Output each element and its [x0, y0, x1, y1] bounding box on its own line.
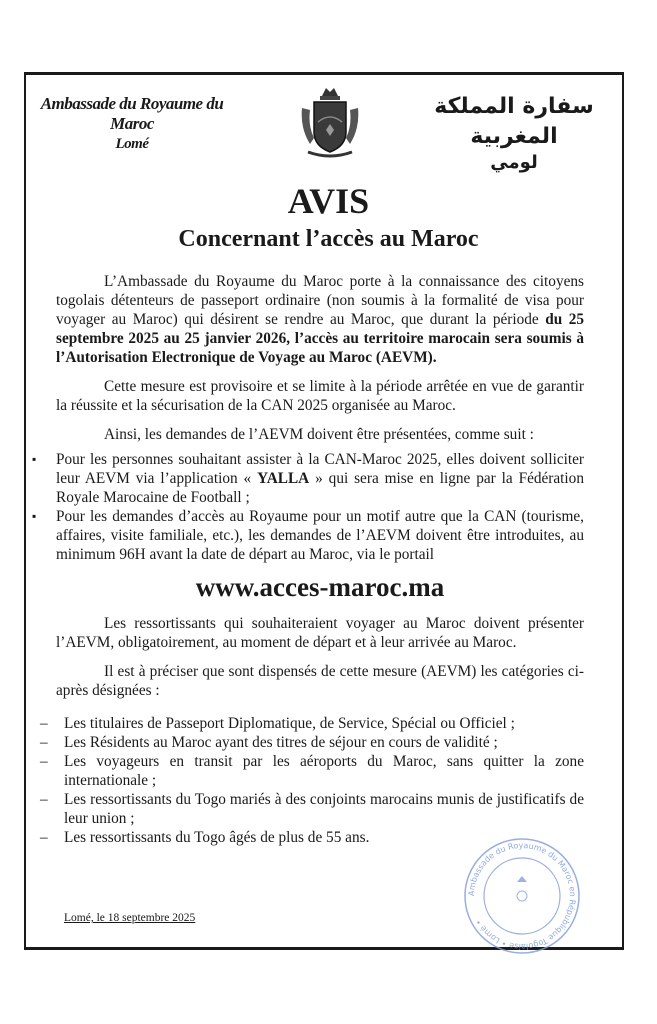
list-item: – Les voyageurs en transit par les aéroports du Maroc, sans quitter la zone internationale ;	[64, 752, 584, 790]
embassy-name-french	[32, 94, 232, 154]
application-methods-list	[24, 450, 584, 564]
list-item	[56, 450, 584, 507]
embassy-city-ar: لومي	[490, 152, 538, 173]
list-item: ▪ Pour les demandes d’accès au Royaume pour un motif autre que la CAN (tourisme, affaires, visite familiale, etc.), les demandes de l’AEVM doivent être introduites, au minimum 96H avant la date de départ au Maroc, via le portail	[56, 507, 584, 564]
coat-of-arms-icon	[296, 82, 364, 162]
exemptions-list	[32, 714, 584, 847]
list-item: – Les ressortissants du Togo âgés de plus de 55 ans.	[64, 828, 584, 847]
list-item: – Les Résidents au Maroc ayant des titres de séjour en cours de validité ;	[64, 733, 584, 752]
embassy-city: Lomé	[115, 136, 149, 152]
embassy-name: Ambassade du Royaume du Maroc	[40, 94, 224, 133]
intro-paragraph	[56, 272, 584, 367]
ainsi-paragraph: Ainsi, les demandes de l’AEVM doivent être présentées, comme suit :	[104, 426, 534, 443]
stamp-text: Ambassade du Royaume du Maroc en République Togolaise • Lomé •	[466, 840, 578, 952]
bullet-text: » qui sera mise en ligne par la Fédération Royale Marocaine de Football ;	[56, 470, 584, 506]
embassy-name-ar: سفارة المملكة المغربية	[434, 94, 594, 149]
travelers-paragraph: Les ressortissants qui souhaiteraient voyager au Maroc doivent présenter l’AEVM, obligatoirement, au moment de départ et à leur arrivée au Maroc.	[56, 615, 584, 651]
measure-paragraph: Cette mesure est provisoire et se limite à la période arrêtée en vue de garantir la réussite et la sécurisation de la CAN 2025 organisée au Maroc.	[56, 378, 584, 414]
intro-text: L’Ambassade du Royaume du Maroc porte à la connaissance des citoyens togolais détenteurs de passeport ordinaire (non soumis à la formalité de visa pour voyager au Maroc) qui désirent se rendre au Maroc, que durant la période	[56, 273, 584, 328]
notice-subtitle: Concernant l’accès au Maroc	[178, 226, 479, 252]
embassy-stamp-icon	[462, 836, 582, 956]
notice-title: AVIS	[287, 181, 370, 221]
app-name: YALLA	[257, 470, 310, 487]
portal-url[interactable]: www.acces-maroc.ma	[195, 572, 445, 602]
list-item: – Les titulaires de Passeport Diplomatique, de Service, Spécial ou Officiel ;	[64, 714, 584, 733]
exemptions-intro: Il est à préciser que sont dispensés de cette mesure (AEVM) les catégories ci-après désignées :	[56, 663, 584, 699]
notice-body	[56, 272, 584, 847]
date-line: Lomé, le 18 septembre 2025	[64, 912, 196, 924]
embassy-name-arabic	[400, 92, 628, 174]
intro-bold-text: du 25 septembre 2025 au 25 janvier 2026, l’accès au territoire marocain sera soumis à l’Autorisation Electronique de Voyage au Maroc (AEVM).	[56, 311, 584, 366]
bullet-text: Pour les personnes souhaitant assister à la CAN-Maroc 2025, elles doivent solliciter leur AEVM via l’application «	[56, 451, 584, 487]
list-item: – Les ressortissants du Togo mariés à des conjoints marocains munis de justificatifs de leur union ;	[64, 790, 584, 828]
